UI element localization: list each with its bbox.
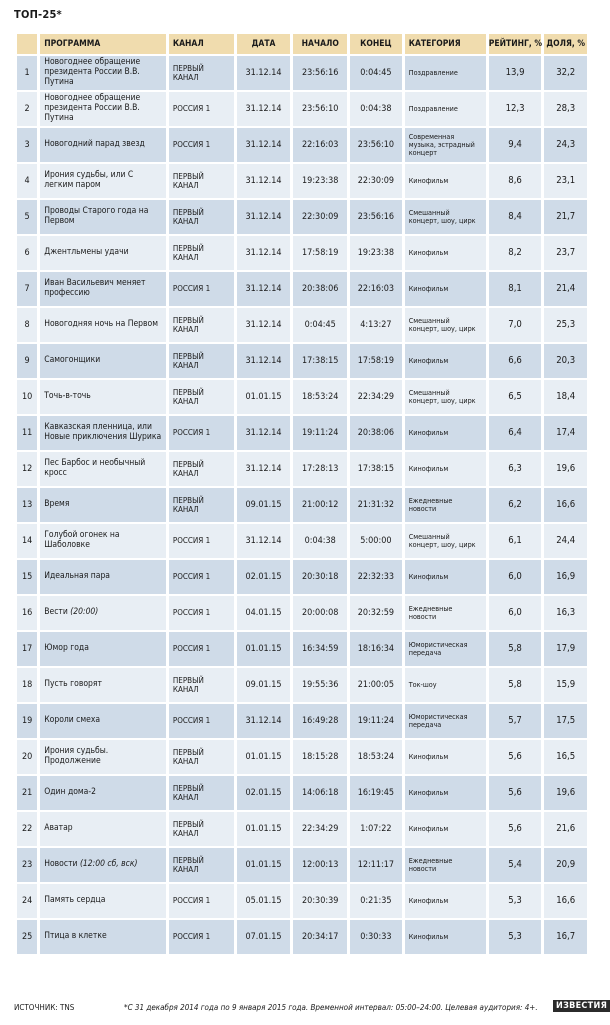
cell-start: 19:55:36: [293, 668, 347, 702]
program-name: Вести: [44, 607, 68, 618]
cell-program: Проводы Старого года на Первом: [40, 200, 166, 234]
cell-share: 16,9: [544, 560, 587, 594]
cell-rating: 5,4: [489, 848, 542, 882]
cell-date: 09.01.15: [237, 668, 291, 702]
cell-date: 31.12.14: [237, 416, 291, 450]
cell-category: Ежедневные новости: [405, 488, 486, 522]
cell-program: Новогодний парад звезд: [40, 128, 166, 162]
table-row: [17, 272, 587, 306]
cell-date: 31.12.14: [237, 524, 291, 558]
cell-date: 31.12.14: [237, 704, 291, 738]
cell-channel: ПЕРВЫЙ КАНАЛ: [169, 488, 234, 522]
cell-rating: 5,6: [489, 740, 542, 774]
cell-category: Кинофильм: [405, 776, 486, 810]
table-row: [17, 308, 587, 342]
cell-num: 11: [17, 416, 37, 450]
table-row: [17, 704, 587, 738]
cell-category: Кинофильм: [405, 560, 486, 594]
cell-num: 20: [17, 740, 37, 774]
cell-category: Смешанный концерт, шоу, цирк: [405, 308, 486, 342]
cell-start: 20:38:06: [293, 272, 347, 306]
cell-share: 24,3: [544, 128, 587, 162]
cell-category: Ток-шоу: [405, 668, 486, 702]
table-row: [17, 524, 587, 558]
table-row: [17, 740, 587, 774]
cell-share: 16,3: [544, 596, 587, 630]
cell-num: 21: [17, 776, 37, 810]
cell-start: 22:30:09: [293, 200, 347, 234]
cell-start: 17:38:15: [293, 344, 347, 378]
table-row: [17, 416, 587, 450]
cell-date: 09.01.15: [237, 488, 291, 522]
cell-date: 01.01.15: [237, 380, 291, 414]
cell-start: 14:06:18: [293, 776, 347, 810]
cell-category: Кинофильм: [405, 884, 486, 918]
cell-num: 17: [17, 632, 37, 666]
cell-end: 20:38:06: [350, 416, 402, 450]
cell-program: Голубой огонек на Шаболовке: [40, 524, 166, 558]
cell-category: Юмористическая передача: [405, 704, 486, 738]
table-row: [17, 200, 587, 234]
header-date: ДАТА: [237, 34, 291, 54]
cell-num: 13: [17, 488, 37, 522]
cell-num: 4: [17, 164, 37, 198]
cell-share: 16,6: [544, 488, 587, 522]
cell-channel: ПЕРВЫЙ КАНАЛ: [169, 668, 234, 702]
table-row: [17, 596, 587, 630]
table-row: [17, 452, 587, 486]
cell-start: 22:34:29: [293, 812, 347, 846]
cell-start: 16:49:28: [293, 704, 347, 738]
cell-channel: РОССИЯ 1: [169, 128, 234, 162]
cell-category: Кинофильм: [405, 740, 486, 774]
cell-share: 20,9: [544, 848, 587, 882]
cell-rating: 6,0: [489, 596, 542, 630]
footnote: *С 31 декабря 2014 года по 9 января 2015 года. Временной интервал: 05:00–24:00. Целевая аудитория: 4+.: [124, 1003, 538, 1012]
cell-share: 32,2: [544, 56, 587, 90]
table-row: [17, 632, 587, 666]
header-category: КАТЕГОРИЯ: [405, 34, 486, 54]
table-row: [17, 848, 587, 882]
cell-program: Иван Васильевич меняет профессию: [40, 272, 166, 306]
cell-end: 19:23:38: [350, 236, 402, 270]
cell-start: 22:16:03: [293, 128, 347, 162]
cell-program: Новогоднее обращение президента России В.В. Путина: [40, 56, 166, 90]
header-start: НАЧАЛО: [293, 34, 347, 54]
cell-num: 25: [17, 920, 37, 954]
cell-date: 02.01.15: [237, 560, 291, 594]
cell-num: 6: [17, 236, 37, 270]
cell-date: 31.12.14: [237, 92, 291, 126]
source-note: ИСТОЧНИК: TNS: [14, 1003, 75, 1012]
cell-program: Короли смеха: [40, 704, 166, 738]
cell-program: Точь-в-точь: [40, 380, 166, 414]
cell-channel: ПЕРВЫЙ КАНАЛ: [169, 200, 234, 234]
table-row: [17, 560, 587, 594]
table-body: [17, 56, 587, 954]
cell-end: 17:38:15: [350, 452, 402, 486]
cell-end: 0:04:45: [350, 56, 402, 90]
cell-num: 16: [17, 596, 37, 630]
cell-share: 16,7: [544, 920, 587, 954]
cell-num: 23: [17, 848, 37, 882]
table-row: [17, 920, 587, 954]
cell-rating: 6,3: [489, 452, 542, 486]
cell-date: 31.12.14: [237, 272, 291, 306]
cell-program: Пусть говорят: [40, 668, 166, 702]
cell-date: 01.01.15: [237, 848, 291, 882]
cell-start: 21:00:12: [293, 488, 347, 522]
cell-program: Аватар: [40, 812, 166, 846]
cell-end: 22:32:33: [350, 560, 402, 594]
header-num: [17, 34, 37, 54]
table-row: [17, 92, 587, 126]
table-row: [17, 344, 587, 378]
cell-date: 07.01.15: [237, 920, 291, 954]
header-share: ДОЛЯ, %: [544, 34, 587, 54]
cell-program: Один дома-2: [40, 776, 166, 810]
cell-num: 5: [17, 200, 37, 234]
cell-date: 31.12.14: [237, 56, 291, 90]
cell-end: 5:00:00: [350, 524, 402, 558]
table-row: [17, 776, 587, 810]
cell-channel: РОССИЯ 1: [169, 272, 234, 306]
cell-end: 23:56:16: [350, 200, 402, 234]
cell-num: 9: [17, 344, 37, 378]
cell-start: 23:56:10: [293, 92, 347, 126]
cell-category: Кинофильм: [405, 272, 486, 306]
cell-start: 19:23:38: [293, 164, 347, 198]
cell-share: 24,4: [544, 524, 587, 558]
cell-share: 19,6: [544, 776, 587, 810]
header-program: ПРОГРАММА: [40, 34, 166, 54]
cell-channel: ПЕРВЫЙ КАНАЛ: [169, 344, 234, 378]
header-channel: КАНАЛ: [169, 34, 234, 54]
cell-num: 2: [17, 92, 37, 126]
cell-num: 18: [17, 668, 37, 702]
cell-num: 7: [17, 272, 37, 306]
cell-end: 21:31:32: [350, 488, 402, 522]
cell-program: [40, 848, 166, 882]
cell-num: 1: [17, 56, 37, 90]
cell-channel: РОССИЯ 1: [169, 920, 234, 954]
cell-rating: 5,7: [489, 704, 542, 738]
cell-category: Кинофильм: [405, 416, 486, 450]
cell-category: Ежедневные новости: [405, 848, 486, 882]
cell-rating: 5,3: [489, 920, 542, 954]
cell-start: 12:00:13: [293, 848, 347, 882]
cell-start: 17:28:13: [293, 452, 347, 486]
cell-end: 21:00:05: [350, 668, 402, 702]
cell-share: 28,3: [544, 92, 587, 126]
table-row: [17, 164, 587, 198]
cell-program: Ирония судьбы. Продолжение: [40, 740, 166, 774]
cell-date: 31.12.14: [237, 128, 291, 162]
header-end: КОНЕЦ: [350, 34, 402, 54]
cell-share: 23,7: [544, 236, 587, 270]
cell-start: 17:58:19: [293, 236, 347, 270]
cell-category: Ежедневные новости: [405, 596, 486, 630]
cell-num: 3: [17, 128, 37, 162]
cell-rating: 5,6: [489, 776, 542, 810]
cell-channel: РОССИЯ 1: [169, 560, 234, 594]
cell-category: Кинофильм: [405, 452, 486, 486]
cell-rating: 6,5: [489, 380, 542, 414]
cell-start: 23:56:16: [293, 56, 347, 90]
cell-category: Смешанный концерт, шоу, цирк: [405, 380, 486, 414]
cell-share: 23,1: [544, 164, 587, 198]
cell-rating: 8,6: [489, 164, 542, 198]
cell-rating: 7,0: [489, 308, 542, 342]
cell-rating: 8,4: [489, 200, 542, 234]
cell-category: Кинофильм: [405, 236, 486, 270]
cell-rating: 6,1: [489, 524, 542, 558]
cell-channel: РОССИЯ 1: [169, 632, 234, 666]
cell-date: 31.12.14: [237, 236, 291, 270]
cell-share: 21,7: [544, 200, 587, 234]
cell-share: 19,6: [544, 452, 587, 486]
cell-channel: ПЕРВЫЙ КАНАЛ: [169, 308, 234, 342]
cell-channel: РОССИЯ 1: [169, 596, 234, 630]
cell-date: 01.01.15: [237, 740, 291, 774]
table-row: [17, 380, 587, 414]
cell-end: 0:30:33: [350, 920, 402, 954]
cell-program: [40, 596, 166, 630]
cell-end: 0:21:35: [350, 884, 402, 918]
table-row: [17, 812, 587, 846]
cell-channel: ПЕРВЫЙ КАНАЛ: [169, 164, 234, 198]
cell-share: 15,9: [544, 668, 587, 702]
cell-program: Юмор года: [40, 632, 166, 666]
cell-num: 14: [17, 524, 37, 558]
table-row: [17, 56, 587, 90]
cell-start: 20:30:18: [293, 560, 347, 594]
cell-channel: ПЕРВЫЙ КАНАЛ: [169, 236, 234, 270]
cell-end: 23:56:10: [350, 128, 402, 162]
page-title: ТОП-25*: [14, 8, 62, 21]
cell-date: 01.01.15: [237, 632, 291, 666]
cell-share: 16,6: [544, 884, 587, 918]
cell-date: 02.01.15: [237, 776, 291, 810]
cell-date: 31.12.14: [237, 200, 291, 234]
cell-rating: 13,9: [489, 56, 542, 90]
cell-rating: 5,8: [489, 668, 542, 702]
cell-date: 31.12.14: [237, 452, 291, 486]
cell-share: 17,4: [544, 416, 587, 450]
cell-start: 18:15:28: [293, 740, 347, 774]
cell-channel: ПЕРВЫЙ КАНАЛ: [169, 380, 234, 414]
cell-start: 16:34:59: [293, 632, 347, 666]
cell-program: Идеальная пара: [40, 560, 166, 594]
cell-share: 25,3: [544, 308, 587, 342]
table-row: [17, 884, 587, 918]
cell-category: Юмористическая передача: [405, 632, 486, 666]
cell-channel: ПЕРВЫЙ КАНАЛ: [169, 56, 234, 90]
cell-channel: РОССИЯ 1: [169, 524, 234, 558]
cell-start: 0:04:38: [293, 524, 347, 558]
cell-date: 31.12.14: [237, 344, 291, 378]
cell-category: Кинофильм: [405, 920, 486, 954]
cell-date: 01.01.15: [237, 812, 291, 846]
cell-channel: РОССИЯ 1: [169, 92, 234, 126]
cell-share: 20,3: [544, 344, 587, 378]
cell-program: Новогодняя ночь на Первом: [40, 308, 166, 342]
program-name: Новости: [44, 859, 78, 870]
cell-category: Смешанный концерт, шоу, цирк: [405, 200, 486, 234]
cell-end: 19:11:24: [350, 704, 402, 738]
cell-num: 12: [17, 452, 37, 486]
cell-category: Смешанный концерт, шоу, цирк: [405, 524, 486, 558]
cell-category: Кинофильм: [405, 812, 486, 846]
cell-rating: 12,3: [489, 92, 542, 126]
cell-program: Птица в клетке: [40, 920, 166, 954]
cell-program: Время: [40, 488, 166, 522]
cell-num: 19: [17, 704, 37, 738]
cell-start: 20:30:39: [293, 884, 347, 918]
cell-program: Ирония судьбы, или С легким паром: [40, 164, 166, 198]
cell-rating: 6,0: [489, 560, 542, 594]
cell-channel: РОССИЯ 1: [169, 704, 234, 738]
cell-rating: 6,6: [489, 344, 542, 378]
cell-channel: ПЕРВЫЙ КАНАЛ: [169, 776, 234, 810]
cell-end: 17:58:19: [350, 344, 402, 378]
cell-end: 22:34:29: [350, 380, 402, 414]
cell-share: 21,6: [544, 812, 587, 846]
cell-rating: 8,1: [489, 272, 542, 306]
cell-start: 20:00:08: [293, 596, 347, 630]
table-row: [17, 236, 587, 270]
cell-channel: РОССИЯ 1: [169, 416, 234, 450]
table-row: [17, 128, 587, 162]
cell-category: Кинофильм: [405, 344, 486, 378]
cell-start: 20:34:17: [293, 920, 347, 954]
cell-end: 12:11:17: [350, 848, 402, 882]
cell-end: 22:30:09: [350, 164, 402, 198]
izvestia-logo: ИЗВЕСТИЯ: [553, 1000, 610, 1012]
cell-num: 10: [17, 380, 37, 414]
table-header-row: [17, 34, 587, 54]
program-time-note: (20:00): [70, 607, 99, 618]
cell-num: 22: [17, 812, 37, 846]
cell-start: 18:53:24: [293, 380, 347, 414]
cell-rating: 6,4: [489, 416, 542, 450]
cell-num: 24: [17, 884, 37, 918]
table-row: [17, 668, 587, 702]
cell-date: 04.01.15: [237, 596, 291, 630]
cell-program: Самогонщики: [40, 344, 166, 378]
cell-rating: 8,2: [489, 236, 542, 270]
cell-rating: 9,4: [489, 128, 542, 162]
cell-date: 31.12.14: [237, 308, 291, 342]
cell-program: Пес Барбос и необычный кросс: [40, 452, 166, 486]
cell-share: 17,9: [544, 632, 587, 666]
cell-channel: РОССИЯ 1: [169, 884, 234, 918]
cell-rating: 5,6: [489, 812, 542, 846]
ratings-table: [14, 32, 590, 956]
cell-category: Кинофильм: [405, 164, 486, 198]
cell-end: 22:16:03: [350, 272, 402, 306]
cell-num: 8: [17, 308, 37, 342]
cell-channel: ПЕРВЫЙ КАНАЛ: [169, 812, 234, 846]
cell-end: 20:32:59: [350, 596, 402, 630]
cell-category: Поздравление: [405, 56, 486, 90]
table-row: [17, 488, 587, 522]
cell-date: 31.12.14: [237, 164, 291, 198]
program-time-note: (12:00 сб, вск): [79, 859, 138, 870]
cell-end: 18:16:34: [350, 632, 402, 666]
cell-end: 18:53:24: [350, 740, 402, 774]
cell-category: Поздравление: [405, 92, 486, 126]
cell-end: 4:13:27: [350, 308, 402, 342]
cell-date: 05.01.15: [237, 884, 291, 918]
cell-end: 0:04:38: [350, 92, 402, 126]
cell-channel: ПЕРВЫЙ КАНАЛ: [169, 452, 234, 486]
cell-rating: 5,8: [489, 632, 542, 666]
cell-channel: ПЕРВЫЙ КАНАЛ: [169, 848, 234, 882]
cell-num: 15: [17, 560, 37, 594]
cell-program: Новогоднее обращение президента России В.В. Путина: [40, 92, 166, 126]
cell-rating: 5,3: [489, 884, 542, 918]
cell-category: Современная музыка, эстрадный концерт: [405, 128, 486, 162]
cell-program: Кавказская пленница, или Новые приключения Шурика: [40, 416, 166, 450]
cell-share: 17,5: [544, 704, 587, 738]
cell-start: 19:11:24: [293, 416, 347, 450]
cell-share: 16,5: [544, 740, 587, 774]
cell-share: 21,4: [544, 272, 587, 306]
header-rating: РЕЙТИНГ, %: [489, 34, 542, 54]
cell-channel: ПЕРВЫЙ КАНАЛ: [169, 740, 234, 774]
cell-share: 18,4: [544, 380, 587, 414]
cell-start: 0:04:45: [293, 308, 347, 342]
cell-rating: 6,2: [489, 488, 542, 522]
cell-end: 1:07:22: [350, 812, 402, 846]
cell-end: 16:19:45: [350, 776, 402, 810]
cell-program: Джентльмены удачи: [40, 236, 166, 270]
cell-program: Память сердца: [40, 884, 166, 918]
